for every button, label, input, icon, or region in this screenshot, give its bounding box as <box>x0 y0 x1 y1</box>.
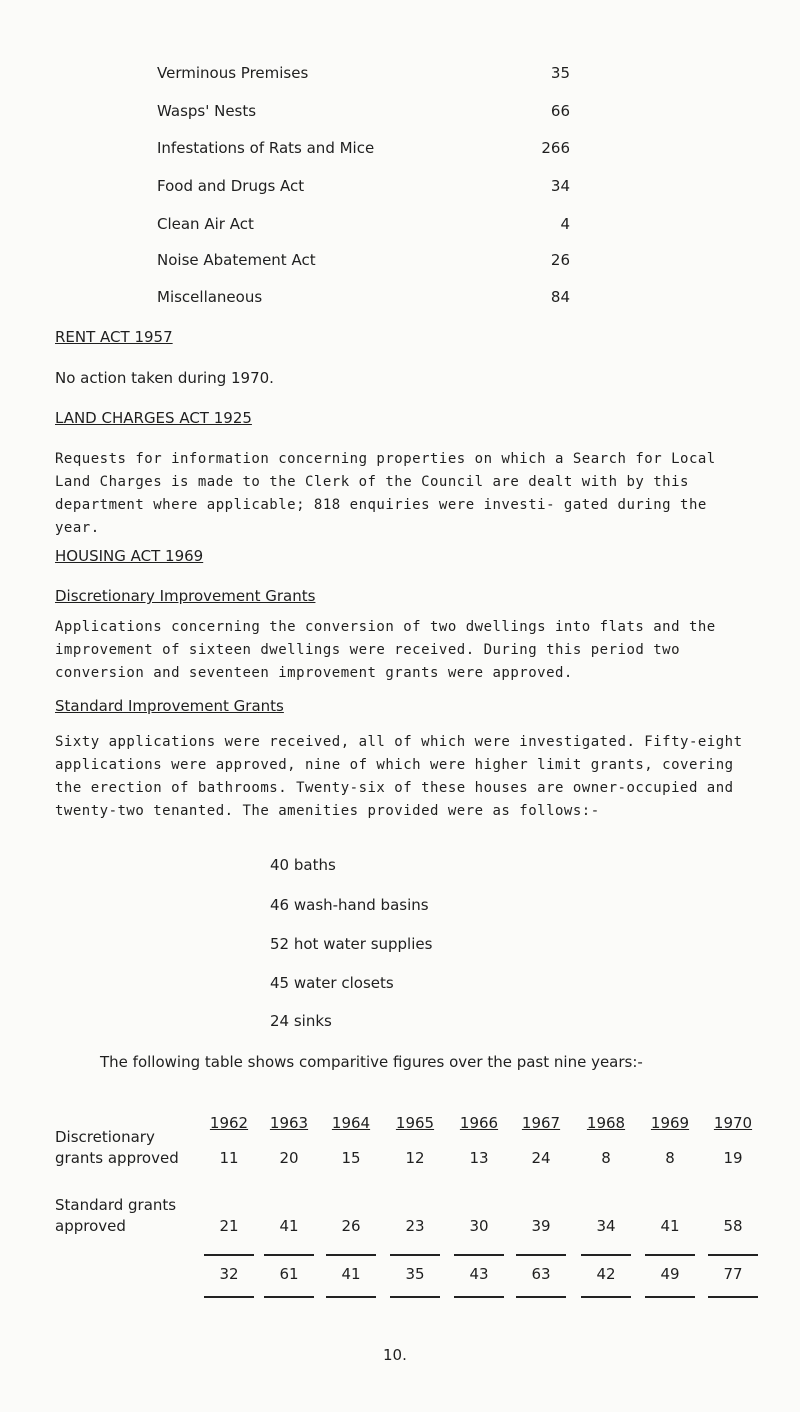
row-label-discretionary-2: grants approved <box>55 1149 179 1167</box>
total-rule-bottom <box>581 1296 631 1298</box>
table-cell: 41 <box>279 1217 299 1235</box>
total-rule-top <box>581 1254 631 1256</box>
land-charges-heading: LAND CHARGES ACT 1925 <box>55 409 252 427</box>
table-cell: 34 <box>596 1217 616 1235</box>
total-rule-bottom <box>264 1296 314 1298</box>
table-cell: 13 <box>469 1149 489 1167</box>
table-cell: 26 <box>341 1217 361 1235</box>
complaint-value: 266 <box>541 139 570 157</box>
standard-grants-text: Sixty applications were received, all of which were investigated. Fifty-eight applications were approved, nine of which were higher limit grants, covering the erection of bathrooms. Twenty-six of these houses are owner-occupied and twenty-two tenanted. The amenities provided were as follows:- <box>55 734 743 819</box>
total-cell: 42 <box>596 1265 616 1283</box>
complaint-value: 35 <box>550 64 570 82</box>
year-header: 1969 <box>650 1114 690 1132</box>
year-header: 1962 <box>209 1114 249 1132</box>
total-rule-bottom <box>204 1296 254 1298</box>
year-header: 1965 <box>395 1114 435 1132</box>
total-rule-top <box>390 1254 440 1256</box>
amenity-item: 40 baths <box>270 856 336 874</box>
table-cell: 21 <box>219 1217 239 1235</box>
row-label-discretionary-1: Discretionary <box>55 1128 155 1146</box>
housing-act-heading: HOUSING ACT 1969 <box>55 547 204 565</box>
table-cell: 24 <box>531 1149 551 1167</box>
complaint-label: Noise Abatement Act <box>157 251 316 269</box>
table-cell: 58 <box>723 1217 743 1235</box>
total-rule-top <box>204 1254 254 1256</box>
year-header: 1968 <box>586 1114 626 1132</box>
total-cell: 41 <box>341 1265 361 1283</box>
rent-act-heading: RENT ACT 1957 <box>55 328 173 346</box>
complaint-label: Verminous Premises <box>157 64 309 82</box>
total-cell: 43 <box>469 1265 489 1283</box>
total-rule-bottom <box>645 1296 695 1298</box>
total-rule-top <box>645 1254 695 1256</box>
complaint-value: 66 <box>550 102 570 120</box>
total-cell: 35 <box>405 1265 425 1283</box>
total-cell: 63 <box>531 1265 551 1283</box>
row-label-standard-2: approved <box>55 1217 126 1235</box>
total-rule-bottom <box>390 1296 440 1298</box>
amenity-item: 52 hot water supplies <box>270 935 433 953</box>
complaint-label: Food and Drugs Act <box>157 177 305 195</box>
complaint-value: 26 <box>550 251 570 269</box>
table-cell: 41 <box>660 1217 680 1235</box>
total-rule-bottom <box>454 1296 504 1298</box>
complaint-label: Wasps' Nests <box>157 102 257 120</box>
year-header: 1963 <box>269 1114 309 1132</box>
rent-act-text: No action taken during 1970. <box>55 369 274 387</box>
page-number: 10. <box>383 1346 407 1364</box>
complaint-label: Miscellaneous <box>157 288 263 306</box>
total-rule-bottom <box>516 1296 566 1298</box>
table-cell: 23 <box>405 1217 425 1235</box>
total-rule-top <box>708 1254 758 1256</box>
total-rule-top <box>326 1254 376 1256</box>
year-header: 1966 <box>459 1114 499 1132</box>
total-rule-bottom <box>326 1296 376 1298</box>
complaint-value: 4 <box>560 215 570 233</box>
table-cell: 8 <box>601 1149 611 1167</box>
table-cell: 20 <box>279 1149 299 1167</box>
table-cell: 15 <box>341 1149 361 1167</box>
total-rule-bottom <box>708 1296 758 1298</box>
standard-grants-heading: Standard Improvement Grants <box>55 697 284 715</box>
discretionary-grants-heading: Discretionary Improvement Grants <box>55 587 316 605</box>
table-cell: 30 <box>469 1217 489 1235</box>
complaint-value: 84 <box>550 288 570 306</box>
total-rule-top <box>516 1254 566 1256</box>
total-cell: 49 <box>660 1265 680 1283</box>
amenity-item: 45 water closets <box>270 974 394 992</box>
total-rule-top <box>454 1254 504 1256</box>
amenity-item: 24 sinks <box>270 1012 332 1030</box>
table-cell: 12 <box>405 1149 425 1167</box>
table-cell: 8 <box>665 1149 675 1167</box>
total-cell: 61 <box>279 1265 299 1283</box>
land-charges-text: Requests for information concerning properties on which a Search for Local Land Charges is made to the Clerk of the Council are dealt with by this department where applicable; 818 enquiries were investi- gated during the year. <box>55 451 716 536</box>
table-cell: 19 <box>723 1149 743 1167</box>
total-rule-top <box>264 1254 314 1256</box>
amenity-item: 46 wash-hand basins <box>270 896 429 914</box>
total-cell: 77 <box>723 1265 743 1283</box>
complaint-value: 34 <box>550 177 570 195</box>
table-intro-text: The following table shows comparitive figures over the past nine years:- <box>100 1053 643 1071</box>
table-cell: 11 <box>219 1149 239 1167</box>
table-cell: 39 <box>531 1217 551 1235</box>
row-label-standard-1: Standard grants <box>55 1196 177 1214</box>
discretionary-grants-text: Applications concerning the conversion of two dwellings into flats and the improvement of sixteen dwellings were received. During this period two conversion and seventeen improvement grants were approved. <box>55 619 716 681</box>
year-header: 1967 <box>521 1114 561 1132</box>
complaint-label: Clean Air Act <box>157 215 254 233</box>
complaint-label: Infestations of Rats and Mice <box>157 139 375 157</box>
year-header: 1970 <box>713 1114 753 1132</box>
total-cell: 32 <box>219 1265 239 1283</box>
year-header: 1964 <box>331 1114 371 1132</box>
